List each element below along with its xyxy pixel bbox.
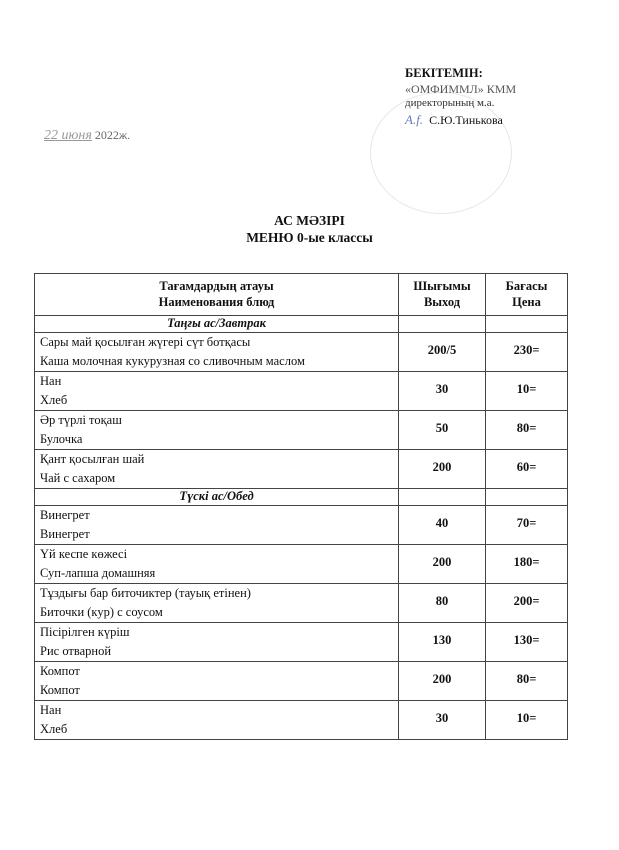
approval-block — [405, 66, 516, 129]
header-name-kz: Тағамдардың атауы — [159, 279, 274, 293]
dish-name-kz: Сары май қосылған жүгері сүт ботқасы — [40, 335, 251, 349]
dish-name-kz: Тұздығы бар биточиктер (тауық етінен) — [40, 586, 251, 600]
dish-name-kz: Қант қосылған шай — [40, 452, 145, 466]
dish-name-kz: Нан — [40, 703, 62, 717]
table-row — [35, 662, 568, 701]
section-row — [35, 316, 568, 333]
signature-mark: A.f. — [405, 112, 424, 128]
section-title: Таңғы ас/Завтрак — [35, 316, 399, 333]
dish-name-kz: Винегрет — [40, 508, 90, 522]
signature-row — [405, 112, 516, 128]
dish-name-ru: Хлеб — [40, 393, 68, 407]
dish-price: 130= — [486, 623, 568, 662]
dish-name-cell — [35, 662, 399, 701]
table-header-row — [35, 274, 568, 316]
table-row — [35, 506, 568, 545]
approval-heading: БЕКІТЕМІН: — [405, 66, 483, 80]
dish-name-ru: Рис отварной — [40, 644, 112, 658]
title-ru: МЕНЮ 0-ые классы — [246, 230, 373, 245]
section-row — [35, 489, 568, 506]
dish-price: 180= — [486, 545, 568, 584]
dish-name-ru: Хлеб — [40, 722, 68, 736]
dish-name-ru: Чай с сахаром — [40, 471, 116, 485]
dish-output: 50 — [399, 411, 486, 450]
dish-name-cell — [35, 411, 399, 450]
dish-name-cell — [35, 333, 399, 372]
dish-name-cell — [35, 545, 399, 584]
title-kz: АС МӘЗІРІ — [274, 213, 345, 228]
dish-name-kz: Әр түрлі тоқаш — [40, 413, 122, 427]
dish-name-kz: Үй кеспе көжесі — [40, 547, 128, 561]
dish-name-cell — [35, 372, 399, 411]
dish-name-cell — [35, 506, 399, 545]
dish-name-cell — [35, 450, 399, 489]
dish-output: 130 — [399, 623, 486, 662]
dish-output: 200 — [399, 450, 486, 489]
dish-output: 200 — [399, 545, 486, 584]
section-spacer-price — [486, 489, 568, 506]
header-dish-name — [35, 274, 399, 316]
dish-price: 80= — [486, 411, 568, 450]
dish-name-ru: Суп-лапша домашняя — [40, 566, 156, 580]
section-spacer-output — [399, 489, 486, 506]
dish-price: 70= — [486, 506, 568, 545]
header-price — [486, 274, 568, 316]
table-row — [35, 450, 568, 489]
dish-output: 40 — [399, 506, 486, 545]
table-row — [35, 333, 568, 372]
dish-name-cell — [35, 584, 399, 623]
menu-table — [34, 273, 568, 740]
dish-price: 10= — [486, 372, 568, 411]
date-handwritten: 22 июня — [44, 128, 92, 143]
dish-name-ru: Винегрет — [40, 527, 90, 541]
dish-name-cell — [35, 701, 399, 740]
approval-position: директорының м.а. — [405, 96, 495, 109]
table-row — [35, 411, 568, 450]
dish-output: 30 — [399, 701, 486, 740]
header-output-kz: Шығымы — [413, 279, 471, 293]
date-year: 2022ж. — [94, 128, 131, 142]
document-date — [44, 128, 130, 144]
header-price-ru: Цена — [512, 295, 541, 310]
section-spacer-output — [399, 316, 486, 333]
table-row — [35, 623, 568, 662]
approver-name: С.Ю.Тинькова — [429, 113, 503, 127]
header-output-ru: Выход — [423, 295, 461, 310]
dish-name-ru: Компот — [40, 683, 80, 697]
dish-price: 230= — [486, 333, 568, 372]
table-row — [35, 545, 568, 584]
dish-price: 60= — [486, 450, 568, 489]
header-price-kz: Бағасы — [505, 279, 548, 293]
dish-price: 10= — [486, 701, 568, 740]
dish-name-cell — [35, 623, 399, 662]
table-row — [35, 584, 568, 623]
dish-price: 80= — [486, 662, 568, 701]
dish-output: 200 — [399, 662, 486, 701]
dish-output: 30 — [399, 372, 486, 411]
header-name-ru: Наименования блюд — [158, 295, 275, 310]
dish-name-ru: Биточки (кур) с соусом — [40, 605, 163, 619]
dish-name-kz: Пісірілген күріш — [40, 625, 130, 639]
table-row — [35, 372, 568, 411]
dish-output: 200/5 — [399, 333, 486, 372]
approval-organization: «ОМФИММЛ» КММ — [405, 81, 517, 96]
header-output — [399, 274, 486, 316]
dish-name-kz: Нан — [40, 374, 62, 388]
section-title: Түскі ас/Обед — [35, 489, 399, 506]
dish-output: 80 — [399, 584, 486, 623]
section-spacer-price — [486, 316, 568, 333]
table-row — [35, 701, 568, 740]
dish-name-ru: Каша молочная кукурузная со сливочным маслом — [40, 354, 305, 368]
dish-price: 200= — [486, 584, 568, 623]
dish-name-ru: Булочка — [40, 432, 83, 446]
dish-name-kz: Компот — [40, 664, 80, 678]
